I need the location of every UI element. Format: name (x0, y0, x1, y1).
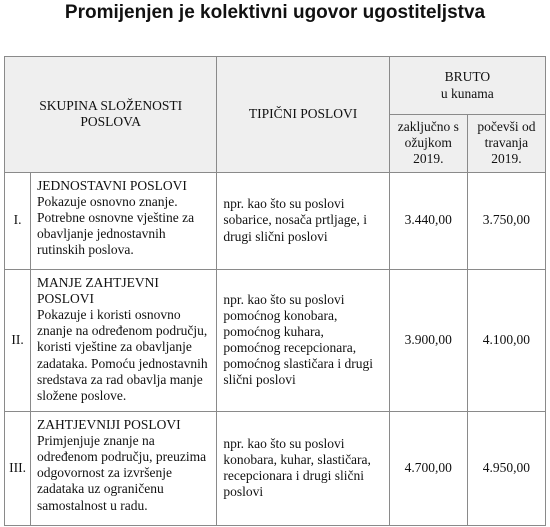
typical-jobs: npr. kao što su poslovi pomoćnog konobara, pomoćnog kuhara, pomoćnog recepcionara, pomoćnog slastičara i drugi slični poslovi (217, 269, 389, 411)
bruto-header (389, 57, 545, 115)
header-row (5, 57, 546, 115)
group-cell (31, 269, 217, 411)
group-cell (31, 411, 217, 525)
bruto-label: BRUTO (444, 69, 491, 85)
amount-period1: 4.700,00 (389, 411, 467, 525)
group-description: Pokazuje osnovno znanje. Potrebne osnovne vještine za obavljanje jednostavnih rutinskih poslova. (37, 193, 195, 258)
group-cell (31, 172, 217, 269)
typical-jobs: npr. kao što su poslovi sobarice, nosača prtljage, i drugi slični poslovi (217, 172, 389, 269)
group-description: Primjenjuje znanje na određenom području, preuzima odgovornost za izvršenje zadataka uz ograničenu samostalnost u radu. (37, 432, 207, 513)
table-row (5, 411, 546, 525)
row-number: III. (5, 411, 31, 525)
amount-period1: 3.440,00 (389, 172, 467, 269)
table-row (5, 172, 546, 269)
amount-period2: 4.100,00 (467, 269, 545, 411)
amount-period1: 3.900,00 (389, 269, 467, 411)
period1-header: zaključno s ožujkom 2019. (389, 115, 467, 173)
currency-label: u kunama (440, 85, 494, 101)
row-number: II. (5, 269, 31, 411)
amount-period2: 3.750,00 (467, 172, 545, 269)
group-name: MANJE ZAHTJEVNI POSLOVI (37, 274, 159, 306)
group-name: ZAHTJEVNIJI POSLOVI (37, 416, 181, 432)
wage-table (4, 56, 546, 526)
group-description: Pokazuje i koristi osnovno znanje na određenom području, koristi vještine za obavljanje zadataka. Pomoću jednostavnih sredstava za rad obavlja manje složene poslove. (37, 306, 208, 403)
period2-header: počevši od travanja 2019. (467, 115, 545, 173)
jobs-column-header (217, 57, 389, 173)
group-header-label: SKUPINA SLOŽENOSTI POSLOVA (39, 98, 183, 130)
row-number: I. (5, 172, 31, 269)
group-name: JEDNOSTAVNI POSLOVI (37, 177, 187, 193)
page-title: Promijenjen je kolektivni ugovor ugostiteljstva (64, 2, 486, 23)
jobs-header-label: TIPIČNI POSLOVI (248, 106, 358, 122)
amount-period2: 4.950,00 (467, 411, 545, 525)
table-row (5, 269, 546, 411)
typical-jobs: npr. kao što su poslovi konobara, kuhar, slastičara, recepcionara i drugi slični poslovi (217, 411, 389, 525)
group-column-header (5, 57, 217, 173)
